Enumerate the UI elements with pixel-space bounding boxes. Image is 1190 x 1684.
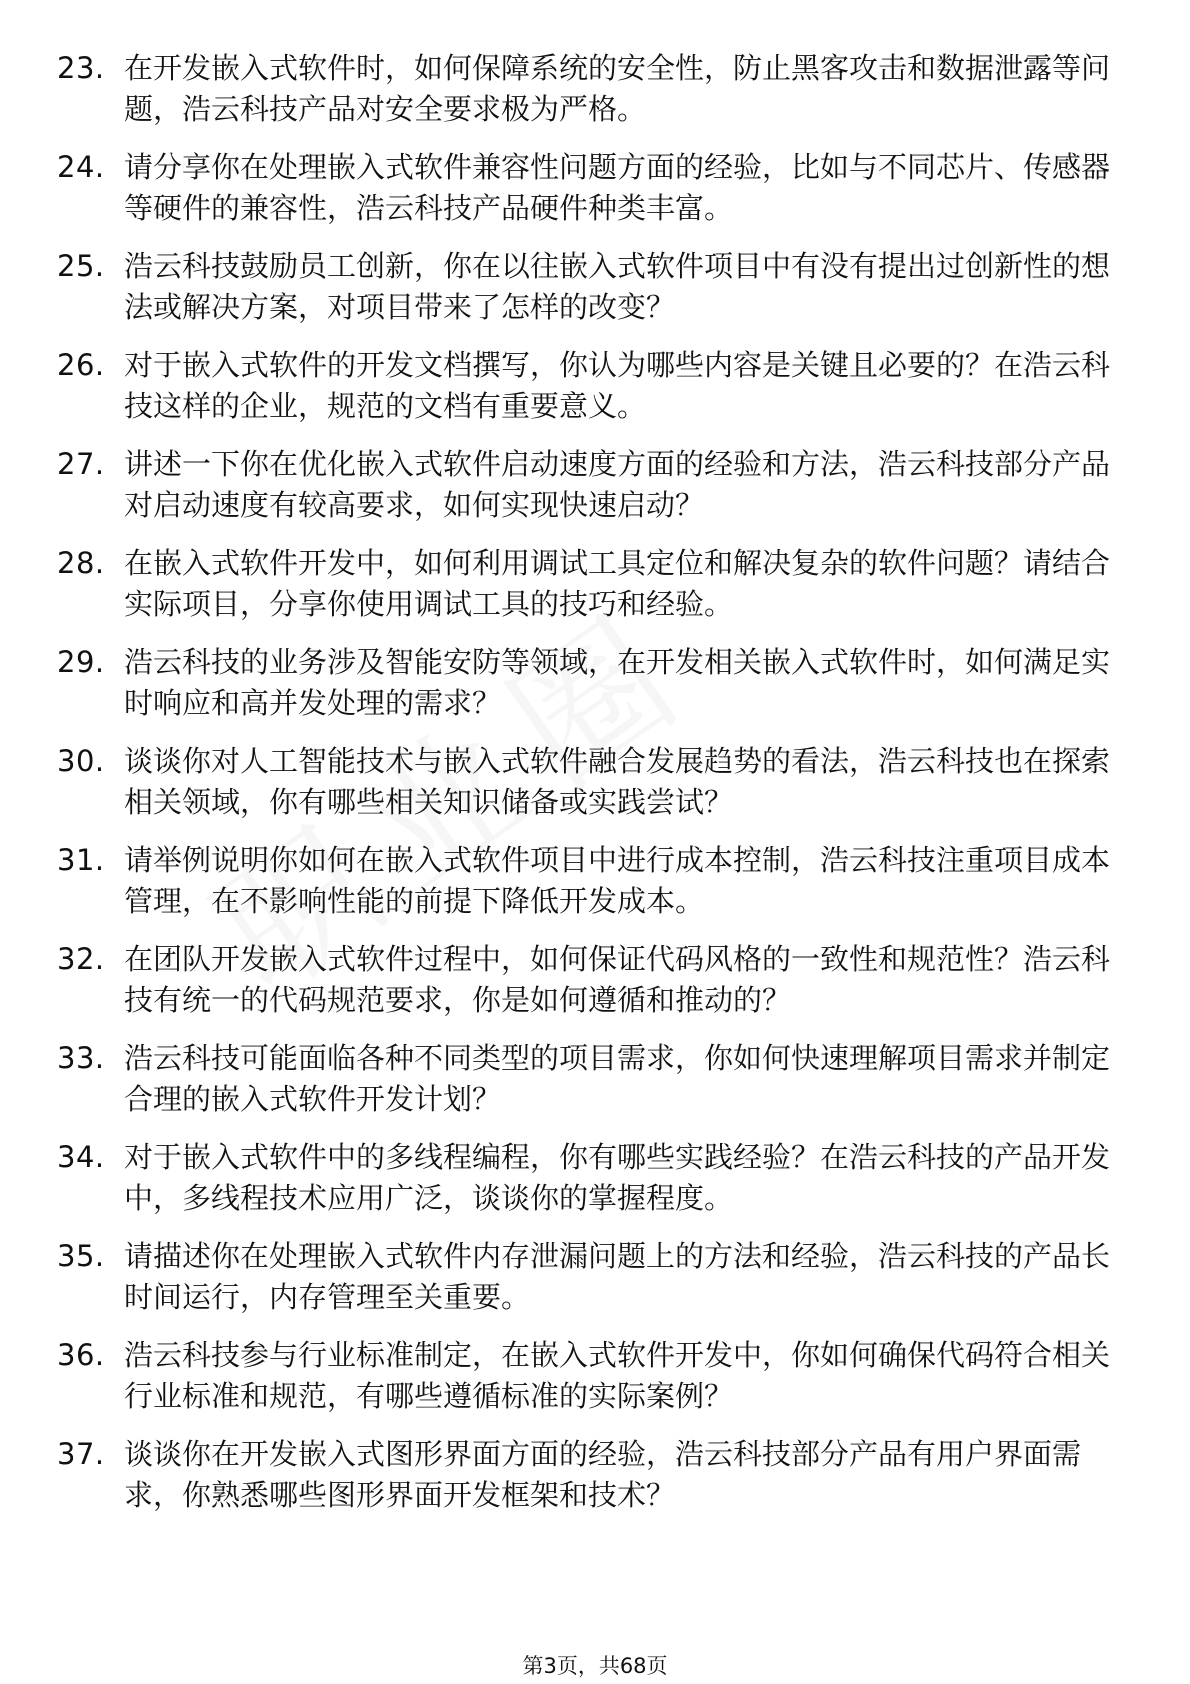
question-item bbox=[57, 1038, 1117, 1120]
question-number: 36. bbox=[57, 1338, 105, 1372]
question-number: 32. bbox=[57, 942, 105, 976]
question-text: 浩云科技参与行业标准制定，在嵌入式软件开发中，你如何确保代码符合相关行业标准和规范，有哪些遵循标准的实际案例？ bbox=[124, 1338, 1111, 1413]
question-number: 31. bbox=[57, 843, 105, 877]
page-footer: 第3页，共68页 bbox=[522, 1654, 668, 1678]
question-number: 26. bbox=[57, 348, 105, 382]
question-item bbox=[57, 1434, 1117, 1516]
question-item bbox=[57, 444, 1117, 526]
question-text: 谈谈你在开发嵌入式图形界面方面的经验，浩云科技部分产品有用户界面需求，你熟悉哪些图形界面开发框架和技术？ bbox=[124, 1437, 1082, 1512]
question-number: 29. bbox=[57, 645, 105, 679]
question-number: 25. bbox=[57, 249, 105, 283]
question-text: 浩云科技的业务涉及智能安防等领域，在开发相关嵌入式软件时，如何满足实时响应和高并发处理的需求？ bbox=[124, 645, 1111, 720]
question-number: 35. bbox=[57, 1239, 105, 1273]
question-item bbox=[57, 345, 1117, 427]
question-item bbox=[57, 840, 1117, 922]
question-text: 浩云科技可能面临各种不同类型的项目需求，你如何快速理解项目需求并制定合理的嵌入式软件开发计划？ bbox=[124, 1041, 1111, 1116]
question-number: 28. bbox=[57, 546, 105, 580]
question-text: 对于嵌入式软件中的多线程编程，你有哪些实践经验？在浩云科技的产品开发中，多线程技术应用广泛，谈谈你的掌握程度。 bbox=[124, 1140, 1111, 1215]
question-number: 30. bbox=[57, 744, 105, 778]
question-text: 请举例说明你如何在嵌入式软件项目中进行成本控制，浩云科技注重项目成本管理，在不影响性能的前提下降低开发成本。 bbox=[124, 843, 1111, 918]
question-number: 34. bbox=[57, 1140, 105, 1174]
question-text: 请描述你在处理嵌入式软件内存泄漏问题上的方法和经验，浩云科技的产品长时间运行，内存管理至关重要。 bbox=[124, 1239, 1111, 1314]
question-item bbox=[57, 543, 1117, 625]
question-number: 37. bbox=[57, 1437, 105, 1471]
question-number: 27. bbox=[57, 447, 105, 481]
question-text: 请分享你在处理嵌入式软件兼容性问题方面的经验，比如与不同芯片、传感器等硬件的兼容性，浩云科技产品硬件种类丰富。 bbox=[124, 150, 1111, 225]
question-text: 浩云科技鼓励员工创新，你在以往嵌入式软件项目中有没有提出过创新性的想法或解决方案，对项目带来了怎样的改变？ bbox=[124, 249, 1111, 324]
question-text: 对于嵌入式软件的开发文档撰写，你认为哪些内容是关键且必要的？在浩云科技这样的企业，规范的文档有重要意义。 bbox=[124, 348, 1111, 423]
question-list bbox=[57, 48, 1117, 1533]
question-item bbox=[57, 1137, 1117, 1219]
question-item bbox=[57, 48, 1117, 130]
question-item bbox=[57, 741, 1117, 823]
question-text: 在开发嵌入式软件时，如何保障系统的安全性，防止黑客攻击和数据泄露等问题，浩云科技产品对安全要求极为严格。 bbox=[124, 51, 1111, 126]
question-text: 在嵌入式软件开发中，如何利用调试工具定位和解决复杂的软件问题？请结合实际项目，分享你使用调试工具的技巧和经验。 bbox=[124, 546, 1111, 621]
question-item bbox=[57, 1335, 1117, 1417]
question-number: 24. bbox=[57, 150, 105, 184]
question-text: 讲述一下你在优化嵌入式软件启动速度方面的经验和方法，浩云科技部分产品对启动速度有较高要求，如何实现快速启动？ bbox=[124, 447, 1111, 522]
question-number: 23. bbox=[57, 51, 105, 85]
question-item bbox=[57, 147, 1117, 229]
question-item bbox=[57, 246, 1117, 328]
question-item bbox=[57, 1236, 1117, 1318]
question-item bbox=[57, 939, 1117, 1021]
question-number: 33. bbox=[57, 1041, 105, 1075]
question-text: 在团队开发嵌入式软件过程中，如何保证代码风格的一致性和规范性？浩云科技有统一的代码规范要求，你是如何遵循和推动的？ bbox=[124, 942, 1111, 1017]
question-text: 谈谈你对人工智能技术与嵌入式软件融合发展趋势的看法，浩云科技也在探索相关领域，你有哪些相关知识储备或实践尝试？ bbox=[124, 744, 1111, 819]
question-item bbox=[57, 642, 1117, 724]
